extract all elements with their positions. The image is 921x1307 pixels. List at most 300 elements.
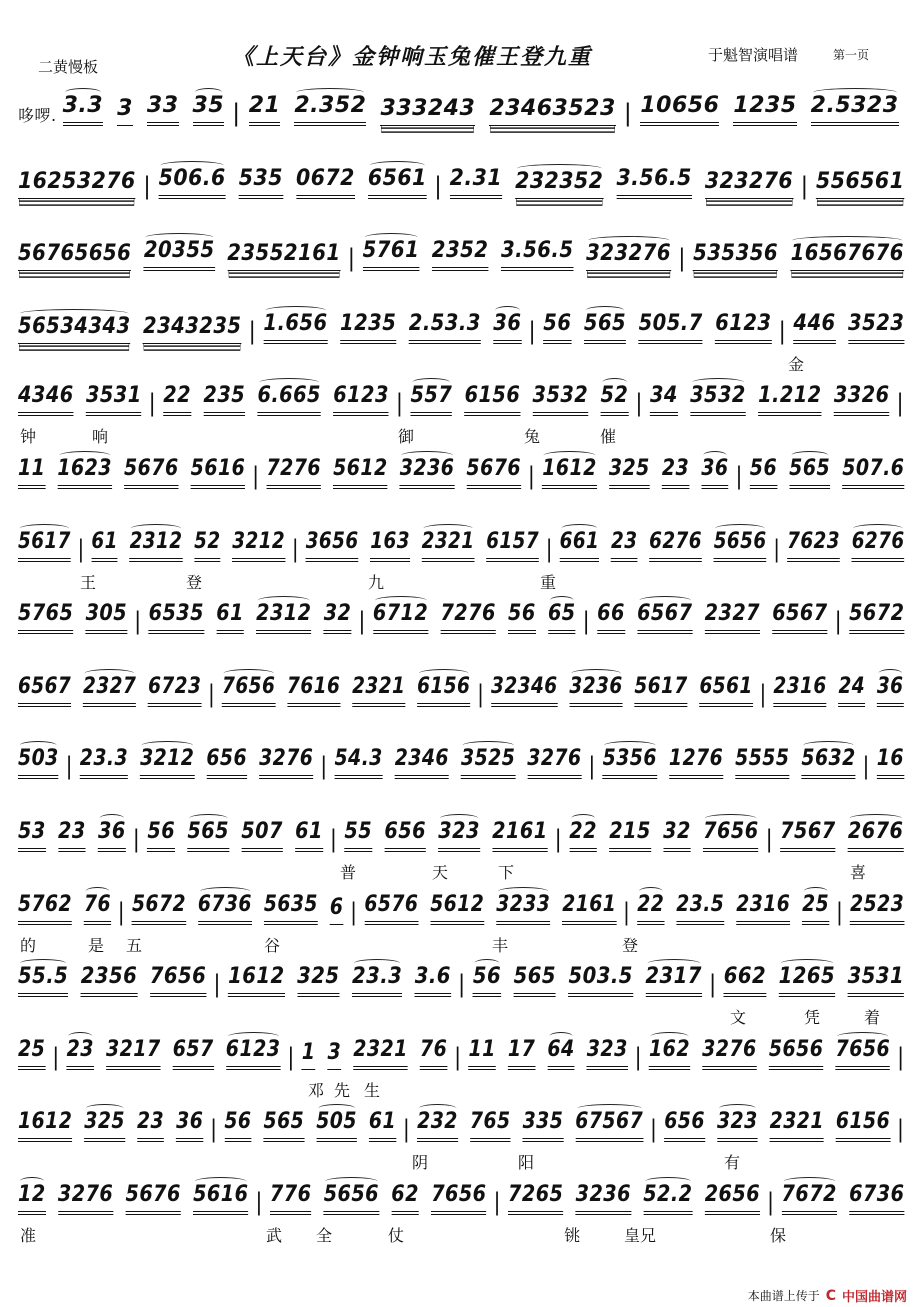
note-group: 3236 xyxy=(569,674,622,707)
score-line xyxy=(18,231,904,303)
note-group: 5656 xyxy=(324,1182,379,1215)
note-group: 2321 xyxy=(353,1037,408,1070)
note-group: 7656 xyxy=(431,1182,486,1215)
lyric-syllable: 喜 xyxy=(850,863,867,882)
lyric-syllable: 着 xyxy=(864,1008,881,1028)
notes-row xyxy=(18,667,903,707)
arranger-credit: 于魁智演唱谱 xyxy=(708,46,799,64)
barline: | xyxy=(77,534,85,563)
note-group: 2316 xyxy=(736,892,790,925)
note-group: 2317 xyxy=(645,964,701,997)
barline: | xyxy=(623,99,633,127)
barline: | xyxy=(143,171,152,200)
barline: | xyxy=(493,1188,502,1216)
note-group: 5761 xyxy=(363,238,420,271)
lyric-syllable: 兔 xyxy=(524,427,541,447)
barline: | xyxy=(678,244,686,273)
notes-row xyxy=(18,1175,904,1215)
lyric-syllable: 皇兄 xyxy=(624,1226,657,1245)
note-group: 22 xyxy=(637,892,664,925)
note-group: 3276 xyxy=(702,1037,757,1070)
lyric-syllable: 金 xyxy=(788,354,805,374)
score-line xyxy=(18,449,904,521)
note-group: 446 xyxy=(793,311,835,344)
lyric-syllable: 阴 xyxy=(412,1153,429,1173)
barline: | xyxy=(528,316,537,345)
notes-row xyxy=(18,522,905,562)
note-group: 661 xyxy=(560,529,600,562)
note-group: 2327 xyxy=(83,674,136,707)
note-group: 35 xyxy=(193,93,225,126)
note-group: 557 xyxy=(411,383,453,416)
note-group: 305 xyxy=(86,601,128,634)
lyric-syllable: 天 xyxy=(432,863,449,882)
score-line xyxy=(18,1030,904,1102)
note-group: 55.5 xyxy=(18,964,68,997)
note-group: 5356 xyxy=(603,746,657,779)
note-group: 2343235 xyxy=(143,314,241,344)
note-group: 5617 xyxy=(18,529,71,562)
note-group: 5555 xyxy=(735,746,789,779)
note-group: 5632 xyxy=(801,746,855,779)
note-group: 7265 xyxy=(508,1182,563,1215)
note-group: 505.7 xyxy=(639,311,703,344)
note-group: 34 xyxy=(650,383,678,416)
barline: | xyxy=(897,1115,905,1144)
barline: | xyxy=(735,462,743,490)
note-group: 52 xyxy=(601,383,629,416)
note-group: 1612 xyxy=(228,964,284,997)
note-group: 2.352 xyxy=(294,93,366,126)
note-group: 776 xyxy=(270,1182,312,1215)
note-group: 23.3 xyxy=(80,746,128,779)
note-group: 7656 xyxy=(836,1037,891,1070)
barline: | xyxy=(634,1042,643,1071)
note-group: 323276 xyxy=(705,169,793,199)
note-group: 2.5323 xyxy=(811,93,899,126)
note-group: 23463523 xyxy=(489,96,615,126)
score-line xyxy=(18,1102,904,1174)
barline: | xyxy=(862,752,870,781)
note-group: 565 xyxy=(789,456,830,489)
note-group: 6276 xyxy=(649,529,702,562)
barline: | xyxy=(765,825,774,853)
note-group: 36 xyxy=(98,819,126,852)
score-line xyxy=(18,376,904,448)
barline: | xyxy=(649,1115,658,1144)
note-group: 53 xyxy=(18,819,46,852)
note-group: 5762 xyxy=(18,892,72,925)
note-group: 56 xyxy=(224,1109,251,1142)
note-group: 52.2 xyxy=(643,1182,692,1215)
barline: | xyxy=(148,389,157,418)
barline: | xyxy=(623,897,631,926)
note-group: 16253276 xyxy=(18,169,136,199)
barline: | xyxy=(545,534,553,563)
note-group: 6.665 xyxy=(257,383,320,416)
note-group: 61 xyxy=(216,601,244,634)
barline: | xyxy=(65,752,73,781)
notes-row xyxy=(18,304,904,344)
note-group: 2316 xyxy=(773,674,826,707)
note-group: 2312 xyxy=(130,529,183,562)
note-group: 2321 xyxy=(352,674,405,707)
note-group: 325 xyxy=(84,1109,125,1142)
lyric-syllable: 全 xyxy=(316,1226,333,1245)
note-group: 5672 xyxy=(132,892,186,925)
lyric-syllable: 邓 xyxy=(308,1080,325,1100)
lyrics-row xyxy=(18,497,904,519)
note-group: 5676 xyxy=(126,1182,181,1215)
note-group: 21 xyxy=(249,93,281,126)
note-group: 1612 xyxy=(542,456,597,489)
lyric-syllable: 铫 xyxy=(564,1226,581,1245)
note-group: 3531 xyxy=(86,383,142,416)
note-group: 55 xyxy=(344,819,372,852)
barline: | xyxy=(248,316,257,345)
note-group: 3236 xyxy=(400,456,455,489)
barline: | xyxy=(358,607,366,636)
lead-text: 哆啰. xyxy=(18,106,57,125)
note-group: 5656 xyxy=(769,1037,824,1070)
note-group: 505 xyxy=(316,1109,357,1142)
lyrics-row xyxy=(18,134,904,156)
lyric-syllable: 是 xyxy=(88,935,105,955)
note-group: 23 xyxy=(58,819,86,852)
note-group: 2352 xyxy=(432,238,489,271)
note-group: 1235 xyxy=(340,311,396,344)
score-line xyxy=(18,739,904,811)
note-group: 32346 xyxy=(491,674,558,707)
note-group: 5612 xyxy=(430,892,484,925)
lyric-syllable: 登 xyxy=(622,935,639,955)
note-group: 64 xyxy=(547,1037,574,1070)
note-group: 3531 xyxy=(848,964,904,997)
note-group: 3212 xyxy=(140,746,194,779)
note-group: 323276 xyxy=(586,241,671,271)
barline: | xyxy=(287,1042,295,1071)
note-group: 4346 xyxy=(18,383,74,416)
note-group: 2327 xyxy=(705,601,760,634)
note-group: 3532 xyxy=(690,383,746,416)
note-group: 17 xyxy=(508,1037,535,1070)
barline: | xyxy=(117,897,126,926)
score-line xyxy=(18,667,904,739)
lyric-syllable: 催 xyxy=(600,427,617,447)
lyrics-row xyxy=(18,860,904,882)
note-group: 3532 xyxy=(533,383,589,416)
lyric-syllable: 生 xyxy=(364,1080,381,1100)
barline: | xyxy=(477,679,485,708)
note-group: 56 xyxy=(147,819,175,852)
barline: | xyxy=(836,897,844,926)
barline: | xyxy=(329,825,338,853)
note-group: 33 xyxy=(147,93,179,126)
note-group: 6123 xyxy=(715,311,771,344)
note-group: 506.6 xyxy=(159,166,226,199)
note-group: 1265 xyxy=(779,964,835,997)
note-group: 56 xyxy=(473,964,501,997)
song-title: 《上天台》金钟响玉兔催王登九重 xyxy=(232,44,593,70)
note-group: 3276 xyxy=(259,746,313,779)
lyrics-row xyxy=(18,642,904,664)
upload-footer xyxy=(748,1286,907,1305)
note-group: 23 xyxy=(67,1037,94,1070)
note-group: 36 xyxy=(176,1109,203,1142)
note-group: 7276 xyxy=(266,456,321,489)
note-group: 565 xyxy=(584,311,626,344)
note-group: 6723 xyxy=(148,674,201,707)
score-line xyxy=(18,594,904,666)
barline: | xyxy=(320,752,328,781)
lyric-syllable: 丰 xyxy=(492,935,509,955)
note-group: 7672 xyxy=(782,1182,837,1215)
note-group: 1276 xyxy=(669,746,723,779)
lyric-syllable: 先 xyxy=(334,1080,351,1100)
note-group: 5672 xyxy=(849,601,904,634)
note-group: 54.3 xyxy=(334,746,382,779)
note-group: 162 xyxy=(649,1037,690,1070)
note-group: 3.3 xyxy=(63,93,103,126)
barline: | xyxy=(800,171,809,200)
note-group: 5676 xyxy=(124,456,179,489)
lyric-syllable: 重 xyxy=(540,572,557,592)
lyric-syllable: 仗 xyxy=(388,1226,405,1245)
lyrics-row xyxy=(18,1078,904,1100)
note-group: 16567676 xyxy=(791,241,904,271)
lyrics-row xyxy=(18,207,904,229)
barline: | xyxy=(778,316,787,345)
lyrics-row xyxy=(18,352,904,374)
barline: | xyxy=(402,1115,411,1144)
note-group: 5656 xyxy=(714,529,767,562)
note-group: 3656 xyxy=(306,529,359,562)
barline: | xyxy=(767,1188,775,1216)
note-group: 6123 xyxy=(333,383,389,416)
notes-row xyxy=(18,231,904,271)
barline: | xyxy=(458,970,466,999)
lyric-syllable: 普 xyxy=(340,863,357,882)
lyric-syllable: 文 xyxy=(730,1008,747,1028)
note-group: 2346 xyxy=(395,746,449,779)
note-group: 22 xyxy=(163,383,191,416)
lyric-syllable: 钟 xyxy=(20,427,37,447)
note-group: 325 xyxy=(297,964,339,997)
note-group: 7616 xyxy=(287,674,340,707)
note-group: 323 xyxy=(587,1037,628,1070)
lyric-syllable: 御 xyxy=(398,427,415,447)
lyric-syllable: 的 xyxy=(20,935,37,955)
note-group: 5676 xyxy=(466,456,521,489)
notes-row xyxy=(18,1030,905,1071)
note-group: 335 xyxy=(523,1109,564,1142)
note-group: 7276 xyxy=(440,601,495,634)
note-group: 25 xyxy=(18,1037,45,1070)
note-group: 3276 xyxy=(58,1182,113,1215)
note-group: 5616 xyxy=(193,1182,248,1215)
note-group: 556561 xyxy=(816,169,904,199)
note-group: 6157 xyxy=(486,529,539,562)
note-group: 656 xyxy=(664,1109,705,1142)
note-group: 23 xyxy=(662,456,689,489)
score-line xyxy=(18,812,904,884)
note-group: 6156 xyxy=(836,1109,890,1142)
notes-row xyxy=(18,159,904,199)
note-group: 325 xyxy=(609,456,650,489)
note-group: 23.3 xyxy=(352,964,402,997)
lyric-syllable: 五 xyxy=(126,935,143,955)
lyric-syllable: 王 xyxy=(80,572,97,592)
note-group: 765 xyxy=(470,1109,511,1142)
lyric-syllable: 武 xyxy=(266,1226,283,1245)
note-group: 2.31 xyxy=(450,166,502,199)
barline: | xyxy=(52,1042,60,1071)
note-group: 3217 xyxy=(106,1037,161,1070)
note-group: 52 xyxy=(194,529,220,562)
note-group: 65 xyxy=(548,601,576,634)
lyrics-row xyxy=(18,570,904,592)
site-logo-icon: C xyxy=(825,1287,836,1304)
barline: | xyxy=(582,607,591,636)
note-group: 36 xyxy=(493,311,521,344)
note-group: 7656 xyxy=(222,674,275,707)
note-group: 535356 xyxy=(693,241,778,271)
upload-text: 本曲谱上传于 xyxy=(747,1289,820,1303)
note-group: 6561 xyxy=(368,166,427,199)
score-line xyxy=(18,86,904,158)
note-group: 20355 xyxy=(144,238,215,271)
note-group: 6567 xyxy=(18,674,71,707)
note-group: 24 xyxy=(838,674,865,707)
note-group: 1623 xyxy=(57,456,112,489)
barline: | xyxy=(588,752,596,781)
note-group: 3326 xyxy=(834,383,890,416)
note-group: 503.5 xyxy=(568,964,632,997)
note-group: 32 xyxy=(663,819,691,852)
score-line xyxy=(18,1175,904,1247)
note-group: 235 xyxy=(203,383,245,416)
note-group: 10656 xyxy=(640,93,719,126)
note-group: 656 xyxy=(206,746,247,779)
note-group: 2676 xyxy=(848,819,903,852)
lyric-syllable: 保 xyxy=(770,1226,787,1245)
note-group: 3 xyxy=(117,96,133,126)
lyric-syllable: 下 xyxy=(498,863,515,882)
note-group: 657 xyxy=(173,1037,214,1070)
note-group: 76 xyxy=(420,1037,447,1070)
barline: | xyxy=(635,389,643,418)
note-group: 215 xyxy=(609,819,651,852)
note-group: 2656 xyxy=(705,1182,760,1215)
note-group: 7567 xyxy=(780,819,835,852)
note-group: 16 xyxy=(877,746,904,779)
note-group: 2356 xyxy=(81,964,137,997)
notes-row xyxy=(18,1102,905,1144)
barline: | xyxy=(134,607,142,636)
note-group: 507.6 xyxy=(842,456,904,489)
note-group: 503 xyxy=(18,746,59,779)
note-group: 163 xyxy=(370,529,410,562)
note-group: 6123 xyxy=(226,1037,281,1070)
note-group: 23 xyxy=(611,529,637,562)
score-line xyxy=(18,304,904,376)
note-group: 6736 xyxy=(198,892,252,925)
lyric-syllable: 登 xyxy=(186,572,203,592)
note-group: 3523 xyxy=(848,311,904,344)
note-group: 1.212 xyxy=(758,383,821,416)
barline: | xyxy=(759,679,767,708)
note-group: 3236 xyxy=(576,1182,631,1215)
note-group: 22 xyxy=(569,819,597,852)
lyrics-row xyxy=(18,933,904,955)
note-group: 507 xyxy=(241,819,283,852)
note-group: 7656 xyxy=(150,964,206,997)
note-group: 662 xyxy=(724,964,766,997)
note-group: 6276 xyxy=(852,529,905,562)
barline: | xyxy=(434,171,443,200)
note-group: 6156 xyxy=(465,383,521,416)
note-group: 6535 xyxy=(149,601,204,634)
note-group: 66 xyxy=(597,601,625,634)
note-group: 323 xyxy=(717,1109,758,1142)
barline: | xyxy=(350,897,358,926)
barline: | xyxy=(255,1188,263,1216)
notes-row xyxy=(18,885,904,925)
notes-row xyxy=(18,594,904,634)
lyric-syllable: 准 xyxy=(20,1226,37,1245)
barline: | xyxy=(395,389,404,418)
lyrics-row xyxy=(18,424,904,446)
note-group: 565 xyxy=(187,819,229,852)
lyric-syllable: 九 xyxy=(368,572,385,592)
lyric-syllable: 有 xyxy=(724,1153,741,1173)
note-group: 11 xyxy=(469,1037,496,1070)
note-group: 5612 xyxy=(333,456,388,489)
note-group: 67567 xyxy=(575,1109,643,1142)
note-group: 61 xyxy=(369,1109,396,1142)
note-group: 3.6 xyxy=(415,964,451,997)
note-group: 25 xyxy=(802,892,829,925)
site-name: 中国曲谱网 xyxy=(841,1290,907,1305)
lyric-syllable: 响 xyxy=(92,427,109,447)
note-group: 6576 xyxy=(364,892,418,925)
note-group: 12 xyxy=(18,1182,46,1215)
note-group: 36 xyxy=(701,456,728,489)
note-group: 333243 xyxy=(380,96,475,126)
note-group: 1 xyxy=(302,1040,316,1070)
note-group: 23.5 xyxy=(676,892,724,925)
barline: | xyxy=(210,1115,218,1144)
note-group: 2523 xyxy=(850,892,904,925)
note-group: 2161 xyxy=(492,819,547,852)
barline: | xyxy=(454,1042,462,1071)
lyrics-row xyxy=(18,715,904,737)
note-group: 6156 xyxy=(417,674,470,707)
note-group: 3525 xyxy=(461,746,515,779)
lyrics-row xyxy=(18,279,904,301)
lyric-syllable: 阳 xyxy=(518,1153,535,1173)
note-group: 7623 xyxy=(787,529,840,562)
note-group: 56534343 xyxy=(18,314,131,344)
note-group: 323 xyxy=(438,819,480,852)
note-group: 36 xyxy=(877,674,904,707)
notes-row xyxy=(18,449,904,489)
barline: | xyxy=(208,679,216,708)
barline: | xyxy=(132,825,141,853)
barline: | xyxy=(773,534,781,563)
note-group: 6712 xyxy=(373,601,428,634)
tempo-marking: 二黄慢板 xyxy=(38,58,99,76)
